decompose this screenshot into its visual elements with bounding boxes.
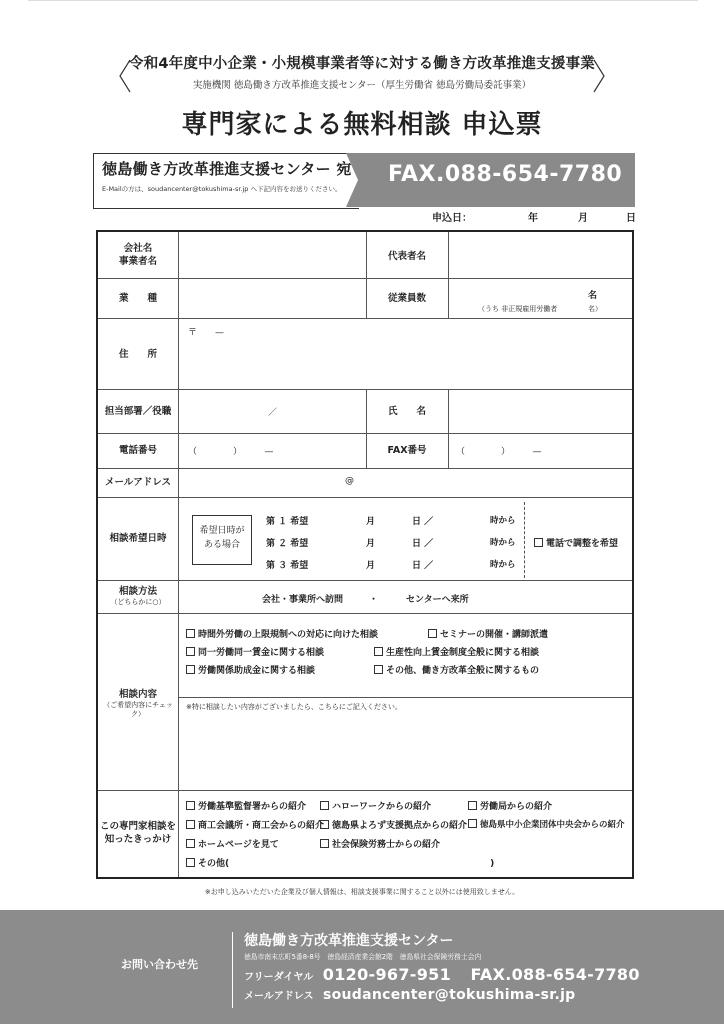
wish-1-day: 日 ／: [412, 517, 434, 527]
wish-3-month: 月: [366, 561, 376, 571]
email-note: E-Mailの方は、soudancenter@tokushima-sr.jp へ下記内容をお送りください。: [102, 185, 342, 193]
method-label-text: 相談方法: [118, 586, 157, 597]
checkbox-icon[interactable]: [186, 647, 195, 656]
free-dial-label: フリーダイヤル: [244, 972, 314, 983]
contact-footer: [0, 910, 724, 1024]
destination-box: [93, 153, 359, 209]
content-option-label: セミナーの開催・講師派遣: [440, 630, 549, 640]
wish-2-day: 日 ／: [412, 539, 434, 549]
source-label: [98, 820, 178, 846]
checkbox-icon[interactable]: [468, 819, 477, 828]
footer-phone-line: [244, 965, 640, 984]
footer-fax: FAX.088-654-7780: [470, 965, 640, 984]
content-option-subsidy[interactable]: [186, 663, 315, 676]
checkbox-icon[interactable]: [186, 665, 195, 674]
checkbox-icon[interactable]: [374, 665, 383, 674]
source-option-hello-work[interactable]: [320, 799, 431, 812]
checkbox-icon[interactable]: [186, 801, 195, 810]
footer-org: 徳島働き方改革推進支援センター: [244, 933, 454, 949]
destination-name: 徳島働き方改革推進支援センター 宛: [102, 160, 352, 178]
source-option-label: ハローワークからの紹介: [332, 802, 432, 812]
source-option-label: 徳島県中小企業団体中央会からの紹介: [480, 820, 625, 830]
source-option-chamber[interactable]: [186, 818, 324, 831]
content-option-label: 同一労働同一賃金に関する相談: [198, 648, 325, 658]
source-option-other[interactable]: [186, 856, 494, 869]
address-label: 住 所: [118, 349, 157, 360]
email-at: @: [345, 476, 354, 486]
phone-adjust-option[interactable]: [534, 536, 618, 549]
source-option-labor-office[interactable]: [186, 799, 306, 812]
wish-3-day: 日 ／: [412, 561, 434, 571]
source-label-2: 知ったきっかけ: [104, 834, 172, 845]
footer-divider: [232, 932, 233, 1008]
department-label: 担当部署／役職: [104, 406, 172, 417]
method-visit-option[interactable]: 会社・事業所へ訪問: [262, 595, 344, 605]
checkbox-icon[interactable]: [320, 820, 329, 829]
employees-note: （うち 非正規雇用労働者: [478, 305, 558, 313]
checkbox-icon[interactable]: [186, 839, 195, 848]
checkbox-icon[interactable]: [186, 820, 195, 829]
checkbox-icon[interactable]: [374, 647, 383, 656]
content-option-label: その他、働き方改革全般に関するもの: [386, 666, 540, 676]
address-field[interactable]: [180, 320, 630, 387]
dates-condition-box: [192, 515, 252, 565]
date-day: 日: [626, 213, 636, 224]
source-option-label: その他( ): [198, 859, 495, 869]
content-option-seminar[interactable]: [428, 627, 548, 640]
content-option-overtime[interactable]: [186, 627, 378, 640]
date-label: 申込日：: [432, 213, 472, 224]
method-center-option[interactable]: センターへ来所: [406, 595, 469, 605]
checkbox-icon[interactable]: [428, 629, 437, 638]
source-option-homepage[interactable]: [186, 837, 279, 850]
inquiry-label: お問い合わせ先: [121, 958, 198, 971]
source-option-labor-bureau[interactable]: [468, 799, 552, 812]
checkbox-icon[interactable]: [468, 801, 477, 810]
wish-2-time: 時から: [490, 538, 516, 548]
company-label-2: 事業者名: [118, 256, 157, 267]
source-label-1: この専門家相談を: [99, 821, 176, 832]
footer-email[interactable]: soudancenter@tokushima-sr.jp: [322, 987, 576, 1003]
content-option-label: 生産性向上賃金制度全般に関する相談: [386, 648, 540, 658]
wish-3-time: 時から: [490, 560, 516, 570]
method-sub: （どちらかに○）: [110, 598, 166, 606]
content-option-other[interactable]: [374, 663, 539, 676]
source-option-sme-federation[interactable]: [468, 818, 625, 830]
employees-label: 従業員数: [387, 293, 426, 304]
wish-2-order: 第 ２ 希望: [266, 539, 309, 549]
fax-label: FAX番号: [387, 445, 427, 456]
fax-format: （ ） —: [456, 447, 542, 457]
phone-label: 電話番号: [118, 445, 157, 456]
application-form: [96, 230, 634, 879]
source-option-yorozu[interactable]: [320, 818, 467, 831]
method-separator: ・: [369, 595, 379, 605]
company-label-1: 会社名: [123, 243, 153, 254]
industry-field[interactable]: [180, 280, 364, 316]
content-option-label: 時間外労働の上限規制への対応に向けた相談: [198, 630, 379, 640]
company-label: [98, 242, 178, 268]
dates-label: 相談希望日時: [109, 533, 167, 544]
phone-field[interactable]: [180, 435, 364, 466]
employees-note-unit: 名）: [588, 305, 602, 313]
top-edge-line: [28, 0, 698, 1]
source-option-label: 社会保険労務士からの紹介: [332, 840, 441, 850]
checkbox-icon[interactable]: [186, 629, 195, 638]
content-option-equal-pay[interactable]: [186, 645, 324, 658]
footer-email-line: [244, 987, 576, 1003]
representative-field[interactable]: [450, 234, 630, 276]
wish-1-order: 第 １ 希望: [266, 517, 309, 527]
fax-field[interactable]: [450, 435, 630, 466]
phone-format: （ ） —: [188, 447, 274, 457]
content-sub: （ご希望内容にチェック）: [103, 701, 173, 718]
fax-number: FAX.088-654-7780: [388, 162, 623, 187]
department-slash: ／: [268, 408, 278, 418]
method-label: [98, 585, 178, 607]
representative-label: 代表者名: [387, 251, 426, 262]
dates-box-line-2: ある場合: [203, 540, 240, 550]
source-option-sharoushi[interactable]: [320, 837, 440, 850]
content-option-label: 労働関係助成金に関する相談: [198, 666, 316, 676]
source-option-label: 労働基準監督署からの紹介: [198, 802, 307, 812]
wish-1-time: 時から: [490, 516, 516, 526]
checkbox-icon[interactable]: [534, 538, 543, 547]
content-note: ※特に相談したい内容がございましたら、こちらにご記入ください。: [186, 703, 402, 711]
email-field[interactable]: [180, 470, 630, 495]
phone-adjust-label: 電話で調整を希望: [546, 539, 619, 549]
program-title: 令和4年度中小企業・小規模事業者等に対する働き方改革推進支援事業: [129, 56, 595, 72]
wish-2-month: 月: [366, 539, 376, 549]
wish-1-month: 月: [366, 517, 376, 527]
checkbox-icon[interactable]: [320, 839, 329, 848]
company-field[interactable]: [180, 234, 364, 276]
content-free-text-field[interactable]: [180, 714, 630, 788]
content-label: [98, 688, 178, 719]
checkbox-icon[interactable]: [320, 801, 329, 810]
industry-label: 業 種: [118, 293, 157, 304]
date-year: 年: [528, 213, 538, 224]
footer-email-label: メールアドレス: [244, 991, 314, 1002]
footer-address: 徳島市南末広町5番8-8号 徳島経済産業会館2階 徳島県社会保険労務士会内: [244, 953, 482, 961]
source-option-label: 商工会議所・商工会からの紹介: [198, 821, 325, 831]
email-label: メールアドレス: [104, 477, 172, 488]
content-label-text: 相談内容: [118, 689, 157, 700]
employees-unit: 名: [588, 291, 598, 301]
name-field[interactable]: [450, 391, 630, 431]
name-label: 氏 名: [387, 406, 426, 417]
wish-3-order: 第 ３ 希望: [266, 561, 309, 571]
source-option-label: ホームページを見て: [198, 840, 279, 850]
date-month: 月: [578, 213, 588, 224]
content-option-productivity[interactable]: [374, 645, 539, 658]
source-option-label: 徳島県よろず支援拠点からの紹介: [332, 821, 468, 831]
privacy-note: ※お申し込みいただいた企業及び個人情報は、相談支援事業に関すること以外には使用致しません。: [204, 888, 520, 896]
agency-line: 実施機関 徳島働き方改革推進支援センター（厚生労働省 徳島労働局委託事業）: [192, 80, 532, 91]
page-title: 専門家による無料相談 申込票: [181, 110, 543, 140]
postal-mark: 〒 —: [188, 328, 225, 338]
dates-box-line-1: 希望日時が: [199, 526, 245, 536]
free-dial-number[interactable]: 0120-967-951: [322, 965, 452, 984]
source-option-label: 労働局からの紹介: [480, 802, 553, 812]
checkbox-icon[interactable]: [186, 858, 195, 867]
department-field[interactable]: [180, 391, 364, 431]
